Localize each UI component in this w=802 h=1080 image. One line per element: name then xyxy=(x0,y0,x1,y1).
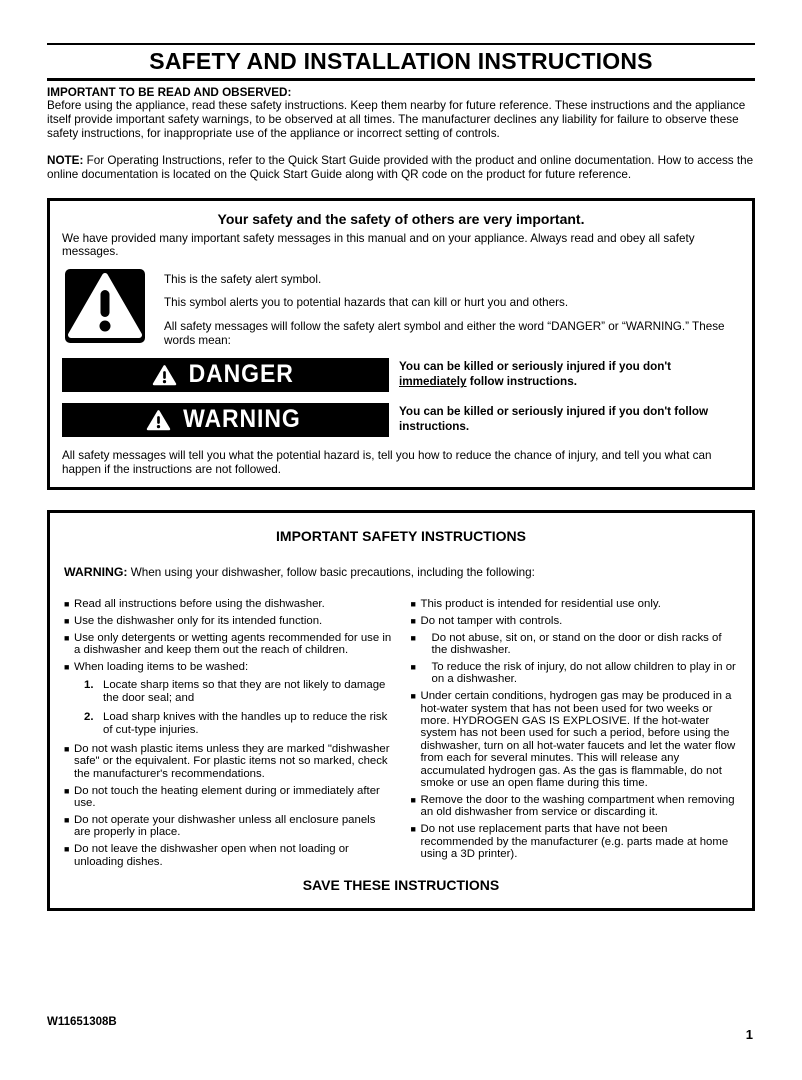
left-column xyxy=(64,598,392,873)
bullet-square-icon: ■ xyxy=(64,615,70,626)
bullet-square-icon: ■ xyxy=(64,598,70,609)
warning-banner xyxy=(62,403,389,437)
list-item: ■ Read all instructions before using the dishwasher. xyxy=(64,597,325,610)
warning-triangle-icon xyxy=(146,409,171,431)
top-rule xyxy=(47,43,755,45)
safety-importance-box xyxy=(47,198,755,490)
document-part-number: W11651308B xyxy=(47,1016,117,1028)
numbered-sub-item: 1. Locate sharp items so that they are not likely to damage the door seal; and xyxy=(84,679,386,704)
bullet-square-icon: ■ xyxy=(410,691,416,702)
danger-text-underlined: immediately xyxy=(399,375,467,389)
warning-word: WARNING: xyxy=(64,564,128,579)
list-item: ■ This product is intended for residential use only. xyxy=(410,597,661,610)
list-item: ■ Do not tamper with controls. xyxy=(410,614,563,627)
alert-line: This symbol alerts you to potential hazards that can kill or hurt you and others. xyxy=(164,296,569,310)
danger-text-post: follow instructions. xyxy=(466,375,577,389)
bullet-square-icon: ■ xyxy=(410,661,416,672)
bullet-square-icon: ■ xyxy=(64,632,70,643)
list-item: ■ Use only detergents or wetting agents recommended for use in a dishwasher and keep them out the reach of children. xyxy=(64,631,392,656)
safety-box-intro: We have provided many important safety messages in this manual and on your appliance. Always read and obey all safety messages. xyxy=(62,231,695,259)
danger-text-pre: You can be killed or seriously injured if you don't xyxy=(399,359,672,373)
save-instructions-line: SAVE THESE INSTRUCTIONS xyxy=(302,876,500,893)
danger-signal-row xyxy=(62,358,740,392)
list-item: ■ Do not leave the dishwasher open when not loading or unloading dishes. xyxy=(64,843,349,868)
list-item: ■ Do not operate your dishwasher unless all enclosure panels are properly in place. xyxy=(64,813,376,839)
instruction-columns xyxy=(64,598,738,873)
bullet-square-icon: ■ xyxy=(64,661,70,672)
alert-symbol-row xyxy=(62,268,740,348)
bullet-square-icon: ■ xyxy=(410,794,416,805)
bullet-square-icon: ■ xyxy=(410,598,416,609)
list-item: ■ Do not use replacement parts that have not been recommended by the manufacturer (e.g. parts made at home using a 3D printer). xyxy=(410,823,729,861)
list-item: ■ Do not touch the heating element during or immediately after use. xyxy=(64,784,380,810)
bullet-square-icon: ■ xyxy=(64,844,70,855)
sub-item-number: 1. xyxy=(84,679,94,692)
warning-label: WARNING xyxy=(182,405,301,434)
numbered-sub-item: 2. Load sharp knives with the handles up to reduce the risk of cut-type injuries. xyxy=(84,711,388,736)
sub-item-number: 2. xyxy=(84,711,94,724)
bullet-square-icon: ■ xyxy=(410,615,416,626)
list-item: ■ Remove the door to the washing compartment when removing an old dishwasher from service or discarding it. xyxy=(410,793,735,819)
list-item: ■ Do not abuse, sit on, or stand on the door or dish racks of the dishwasher. xyxy=(410,631,722,656)
warning-meaning-text: You can be killed or seriously injured if you don't follow instructions. xyxy=(399,404,709,434)
document-page xyxy=(0,43,802,911)
page-title: SAFETY AND INSTALLATION INSTRUCTIONS xyxy=(149,48,653,74)
danger-banner xyxy=(62,358,389,392)
bullet-square-icon: ■ xyxy=(64,814,70,825)
title-rule xyxy=(47,78,755,81)
warning-triangle-icon xyxy=(152,364,177,386)
danger-meaning-text xyxy=(399,359,740,390)
instructions-box-title: IMPORTANT SAFETY INSTRUCTIONS xyxy=(276,527,526,544)
safety-box-title: Your safety and the safety of others are very important. xyxy=(217,210,585,227)
bullet-square-icon: ■ xyxy=(410,824,416,835)
bullet-square-icon: ■ xyxy=(410,632,416,643)
list-item: ■ Use the dishwasher only for its intended function. xyxy=(64,614,323,627)
alert-explanations xyxy=(164,268,726,348)
right-column xyxy=(411,598,739,873)
safety-alert-icon xyxy=(64,268,146,344)
alert-line: All safety messages will follow the safety alert symbol and either the word “DANGER” or “WARNING.” These words mean: xyxy=(164,320,725,348)
bullet-square-icon: ■ xyxy=(64,785,70,796)
page-number: 1 xyxy=(745,1027,753,1042)
warning-signal-row xyxy=(62,403,740,437)
list-item: ■ Do not wash plastic items unless they are marked "dishwasher safe" or the equivalent. For plastic items not so marked, check the manufacturer's recommendations. xyxy=(64,742,390,780)
list-item: ■ Under certain conditions, hydrogen gas may be produced in a hot-water system that has not been used for two weeks or more. HYDROGEN GAS IS EXPLOSIVE. If the hot-water system has not been used for such a period, before using the dishwasher, turn on all hot-water faucets and let the water flow from each for several minutes. This will release any accumulated hydrogen gas. As the gas is flammable, do not smoke or use an open flame during this time. xyxy=(410,690,736,790)
warning-precautions-line xyxy=(64,565,738,579)
danger-label: DANGER xyxy=(188,360,295,389)
note-body: For Operating Instructions, refer to the Quick Start Guide provided with the product and online documentation. How to access the online documentation is located on the Quick Start Guide along with QR code on the product for future reference. xyxy=(47,153,754,181)
important-safety-instructions-box xyxy=(47,510,755,911)
bullet-square-icon: ■ xyxy=(64,743,70,754)
warning-precautions-text: When using your dishwasher, follow basic precautions, including the following: xyxy=(127,565,535,579)
important-heading: IMPORTANT TO BE READ AND OBSERVED: xyxy=(47,86,292,99)
list-item: ■ To reduce the risk of injury, do not allow children to play in or on a dishwasher. xyxy=(410,660,736,686)
alert-line: This is the safety alert symbol. xyxy=(164,273,322,287)
note-paragraph xyxy=(47,154,755,182)
note-label: NOTE: xyxy=(47,153,84,167)
list-item: ■ When loading items to be washed: xyxy=(64,660,249,673)
safety-box-outro: All safety messages will tell you what the potential hazard is, tell you how to reduce the chance of injury, and tell you what can happen if the instructions are not followed. xyxy=(62,448,712,476)
intro-paragraph: Before using the appliance, read these safety instructions. Keep them nearby for future reference. These instructions and the appliance itself provide important safety warnings, to be observed at all times. The manufacturer declines any liability for failure to observe these safety instructions, for inappropriate use of the appliance or incorrect setting of controls. xyxy=(47,99,746,140)
